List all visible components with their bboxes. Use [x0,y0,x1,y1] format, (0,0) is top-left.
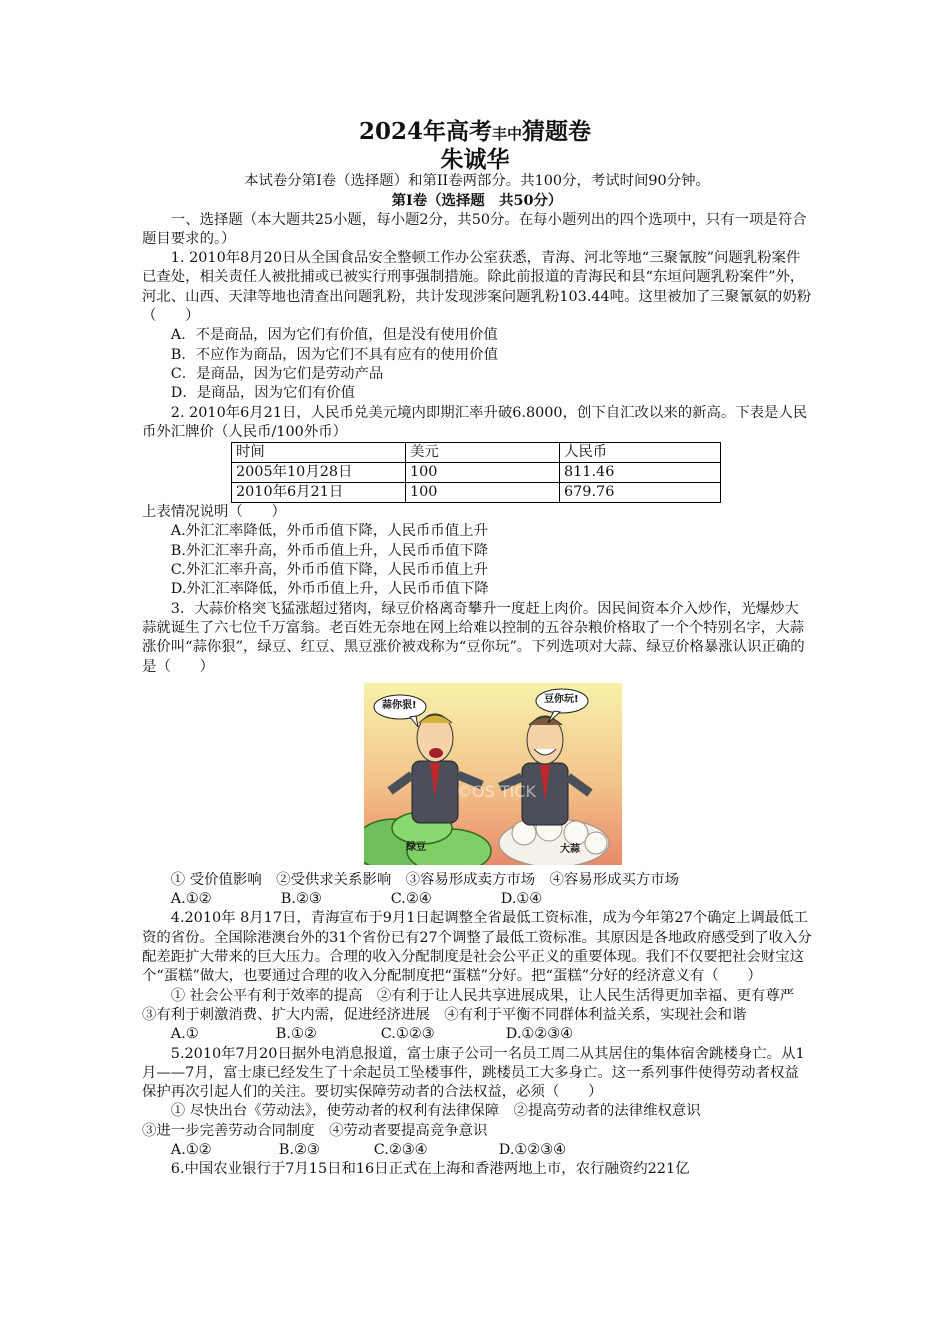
label-garlic: 大蒜 [560,843,580,855]
q3-choice-a: A.①② [170,891,212,908]
q2-option-d: D.外汇汇率降低，外币币值上升，人民币币值下降 [170,581,489,598]
table-header: 人民币 [560,443,721,463]
q1-option-d: D．是商品，因为它们有价值 [170,385,356,402]
cartoon-watermark: ©OS TICK [456,781,536,801]
title-small: 丰中 [492,125,523,143]
q1-stem: 1. 2010年8月20日从全国食品安全整顿工作办公室获悉，青海、河北等地“三聚氰胺”问题乳粉案件已查处，相关责任人被批捕或已被实行刑事强制措施。除此前报道的青海民和县“东垣问题乳粉案件”外，河北、山西、天津等地也清查出问题乳粉，共计发现涉案问题乳粉103.44吨。这里被加了三聚氰氨的奶粉（ ） [142,250,812,325]
exchange-rate-table [231,442,721,503]
q5-choice-b: B.②③ [278,1141,320,1158]
q5-choice-c: C.②③④ [373,1141,428,1158]
q2-stem: 2. 2010年6月21日，人民币兑美元境内即期汇率升破6.8000，创下自汇改以来的新高。下表是人民币外汇牌价（人民币/100外币） [142,404,808,440]
cartoon-image [364,683,622,865]
table-header: 美元 [406,443,560,463]
q2-option-b: B.外汇汇率升高，外币币值上升，人民币币值下降 [170,542,489,559]
table-cell: 2010年6月21日 [232,483,406,503]
q2-option-a: A.外汇汇率降低，外币币值下降，人民币币值上升 [170,523,488,540]
bubble-right-text: 豆你玩! [544,693,579,705]
table-cell: 679.76 [560,483,721,503]
q5-choice-d: D.①②③④ [498,1141,566,1158]
q1-option-c: C．是商品，因为它们是劳动产品 [170,365,384,382]
q4-statements: ① 社会公平有利于效率的提高 ②有利于让人民共享进展成果，让人民生活得更加幸福、更有尊严 ③有利于刺激消费、扩大内需，促进经济进展 ④有利于平衡不同群体利益关系，实现社会和谐 [142,987,809,1023]
q3-choice-d: D.①④ [500,891,543,908]
table-cell: 2005年10月28日 [232,463,406,483]
bubble-left-text: 蒜你狠! [382,699,417,711]
exam-body [142,172,812,1180]
q5-statements-a: ① 尽快出台《劳动法》，使劳动者的权利有法律保障 ②提高劳动者的法律维权意识 [170,1103,701,1120]
q3-choice-c: C.②④ [390,891,432,908]
q5-choice-a: A.①② [170,1141,212,1158]
table-row [232,463,721,483]
q1-option-a: A．不是商品，因为它们有价值，但是没有使用价值 [170,327,498,344]
label-mung-bean: 绿豆 [406,841,426,853]
q4-choices [142,1025,812,1044]
table-header-row [232,443,721,463]
q5-statements-b: ③进一步完善劳动合同制度 ④劳动者要提高竞争意识 [142,1122,488,1139]
title-tail: 猜题卷 [522,118,592,145]
q4-stem: 4.2010年 8月17日，青海宣布于9月1日起调整全省最低工资标准，成为今年第27个确定上调最低工资的省份。全国除港澳台外的31个省份已有27个调整了最低工资标准。其原因是各地政府感受到了收入分配差距扩大带来的巨大压力。合理的收入分配制度是社会公平正义的重要体现。我们不仅要把社会财宝这个“蛋糕”做大，也要通过合理的收入分配制度把“蛋糕”分好。把“蛋糕”分好的经济意义有（ ） [142,910,812,985]
q1-option-b: B．不应作为商品，因为它们不具有应有的使用价值 [170,346,498,363]
q5-stem: 5.2010年7月20日据外电消息报道，富士康子公司一名员工周二从其居住的集体宿舍跳楼身亡。从1月——7月，富士康已经发生了十余起员工坠楼事件，跳楼员工大多身亡。这一系列事件使得劳动者权益保护再次引起人们的关注。要切实保障劳动者的合法权益，必须（ ） [142,1045,805,1101]
table-header: 时间 [232,443,406,463]
instruction-text: 一、选择题（本大题共25小题，每小题2分，共50分。在每小题列出的四个选项中，只有一项是符合题目要求的。） [142,211,807,247]
q2-option-c: C.外汇汇率升高，外币币值下降，人民币币值上升 [170,562,489,579]
section-title: 第Ⅰ卷（选择题 共50分） [391,192,563,210]
intro-text: 本试卷分第Ⅰ卷（选择题）和第II卷两部分。共100分，考试时间90分钟。 [244,173,710,189]
q3-stem: 3．大蒜价格突飞猛涨超过猪肉，绿豆价格离奇攀升一度赶上肉价。因民间资本介入炒作，光爆炒大蒜就诞生了六七位千万富翁。老百姓无奈地在网上给难以控制的五谷杂粮价格取了一个个特别名字，大蒜涨价叫“蒜你狠”，绿豆、红豆、黑豆涨价被戏称为“豆你玩”。下列选项对大蒜、绿豆价格暴涨认识正确的是（ ） [142,600,805,675]
table-row [232,483,721,503]
q4-choice-b: B.①② [275,1026,317,1043]
title-main: 2024年高考 [358,118,492,145]
exam-title [0,118,950,148]
table-cell: 100 [406,463,560,483]
q4-choice-c: C.①②③ [380,1026,435,1043]
q3-choice-b: B.②③ [280,891,322,908]
q3-statements: ① 受价值影响 ②受供求关系影响 ③容易形成卖方市场 ④容易形成买方市场 [170,871,680,888]
table-cell: 100 [406,483,560,503]
q3-choices [142,890,812,909]
q4-choice-d: D.①②③④ [505,1026,573,1043]
q5-choices [142,1141,812,1160]
q4-choice-a: A.① [170,1026,199,1043]
table-cell: 811.46 [560,463,721,483]
q6-stem: 6.中国农业银行于7月15日和16日正式在上海和香港两地上市，农行融资约221亿 [170,1161,690,1178]
q2-after: 上表情况说明（ ） [142,504,286,521]
author-name: 朱诚华 [440,146,510,173]
